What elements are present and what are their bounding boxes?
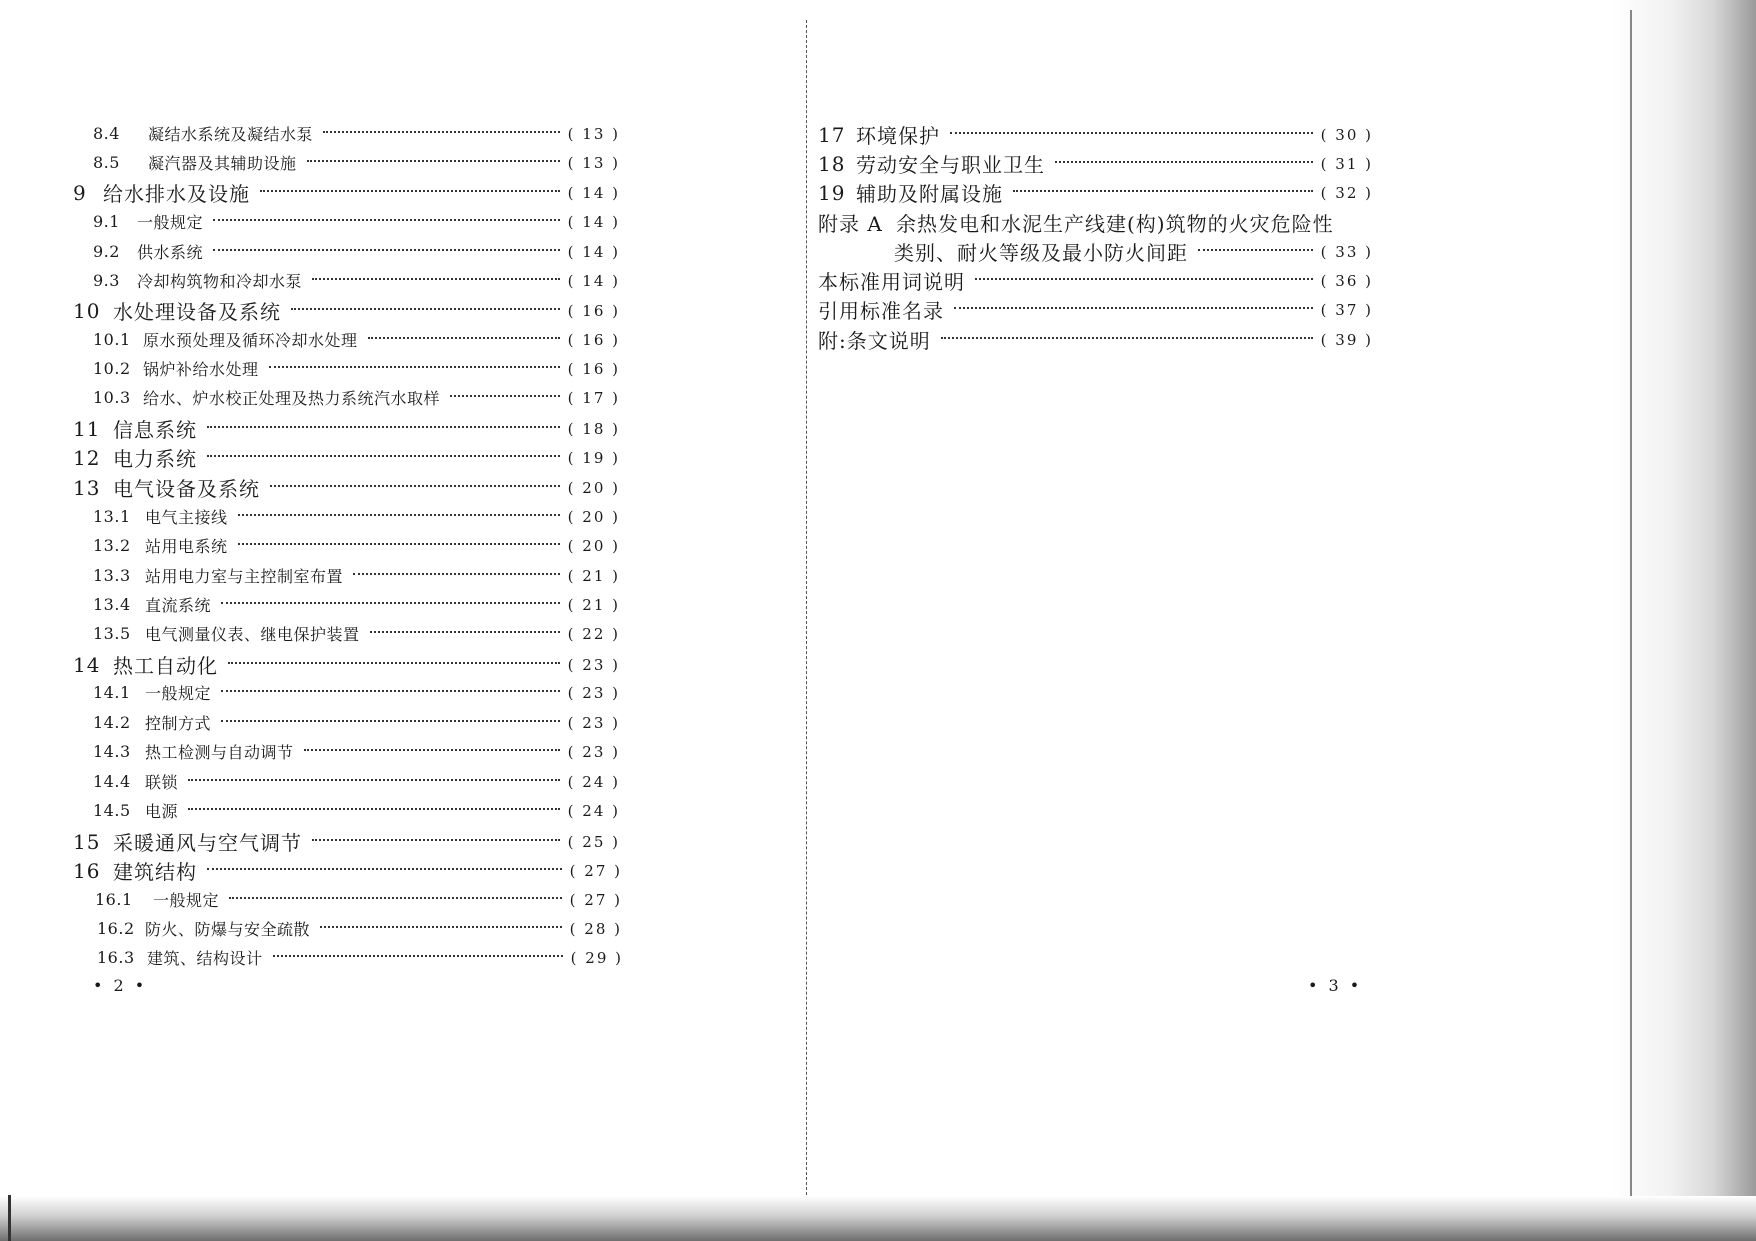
toc-number: 16 — [73, 858, 101, 883]
toc-number: 17 — [818, 122, 846, 147]
toc-entry[interactable] — [93, 681, 620, 704]
toc-title: 冷却构筑物和冷却水泵 — [137, 272, 303, 291]
toc-entry[interactable] — [818, 120, 1373, 149]
scan-bottom-shadow — [0, 1196, 1756, 1241]
toc-entry[interactable] — [93, 240, 620, 263]
toc-title: 联锁 — [145, 773, 179, 792]
toc-title: 一般规定 — [137, 213, 204, 232]
toc-entry[interactable] — [93, 622, 620, 645]
leader-dots — [304, 749, 560, 751]
toc-entry[interactable] — [818, 266, 1373, 295]
leader-dots — [1055, 161, 1313, 163]
toc-number: 10.3 — [93, 388, 131, 407]
toc-title: 建筑、结构设计 — [147, 949, 263, 968]
toc-page: ( 16 ) — [567, 359, 620, 378]
toc-entry[interactable] — [73, 473, 620, 502]
toc-page: ( 30 ) — [1320, 125, 1373, 144]
appendix-label: 附录 A — [818, 212, 883, 236]
leader-dots — [320, 926, 562, 928]
toc-title: 控制方式 — [145, 714, 212, 733]
book-spine — [806, 20, 807, 1200]
toc-page: ( 19 ) — [567, 448, 620, 467]
toc-page: ( 31 ) — [1320, 154, 1373, 173]
leader-dots — [207, 868, 562, 870]
toc-title: 采暖通风与空气调节 — [113, 831, 302, 855]
leader-dots — [228, 662, 560, 664]
toc-entry[interactable] — [93, 122, 620, 145]
toc-page: ( 14 ) — [567, 212, 620, 231]
leader-dots — [1198, 249, 1313, 251]
toc-title: 锅炉补给水处理 — [143, 360, 259, 379]
toc-title: 给水排水及设施 — [103, 182, 250, 206]
toc-page: ( 33 ) — [1320, 242, 1373, 261]
toc-entry[interactable] — [818, 325, 1373, 354]
toc-page: ( 23 ) — [567, 683, 620, 702]
toc-page: ( 23 ) — [567, 655, 620, 674]
toc-page: ( 14 ) — [567, 242, 620, 261]
toc-entry[interactable] — [818, 178, 1373, 207]
toc-number: 19 — [818, 180, 846, 205]
leader-dots — [207, 455, 560, 457]
toc-number: 9 — [73, 180, 87, 205]
toc-title: 凝结水系统及凝结水泵 — [148, 125, 314, 144]
toc-page: ( 23 ) — [567, 742, 620, 761]
leader-dots — [188, 808, 560, 810]
toc-number: 9.2 — [93, 242, 120, 261]
toc-page: ( 28 ) — [569, 919, 622, 938]
toc-page: ( 29 ) — [570, 948, 623, 967]
toc-page: ( 18 ) — [567, 419, 620, 438]
toc-page: ( 13 ) — [567, 124, 620, 143]
toc-number: 14.3 — [93, 742, 131, 761]
toc-number: 10.1 — [93, 330, 131, 349]
toc-title: 信息系统 — [113, 418, 197, 442]
leader-dots — [941, 337, 1313, 339]
toc-page: ( 16 ) — [567, 330, 620, 349]
toc-number: 10 — [73, 298, 101, 323]
leader-dots — [950, 132, 1313, 134]
leader-dots — [221, 690, 560, 692]
scan-edge-shadow — [1612, 0, 1756, 1241]
leader-dots — [1013, 190, 1313, 192]
toc-number: 16.3 — [97, 948, 135, 967]
leader-dots — [207, 426, 560, 428]
toc-entry[interactable] — [93, 593, 620, 616]
toc-entry[interactable] — [97, 917, 622, 940]
toc-entry[interactable] — [93, 269, 620, 292]
toc-number: 13.4 — [93, 595, 131, 614]
page-number: • 3 • — [1308, 976, 1363, 995]
toc-page: ( 24 ) — [567, 801, 620, 820]
toc-entry[interactable] — [93, 740, 620, 763]
toc-entry[interactable] — [93, 328, 620, 351]
toc-page: ( 24 ) — [567, 772, 620, 791]
toc-page: ( 23 ) — [567, 713, 620, 732]
toc-number: 14 — [73, 652, 101, 677]
toc-entry[interactable] — [95, 888, 622, 911]
leader-dots — [273, 955, 563, 957]
leader-dots — [238, 543, 560, 545]
leader-dots — [954, 307, 1313, 309]
toc-number: 14.2 — [93, 713, 131, 732]
leader-dots — [213, 249, 560, 251]
toc-entry[interactable] — [73, 296, 620, 325]
toc-number: 13.1 — [93, 507, 131, 526]
toc-number: 9.1 — [93, 212, 120, 231]
leader-dots — [975, 278, 1313, 280]
toc-title: 本标准用词说明 — [818, 270, 965, 294]
toc-page: ( 27 ) — [569, 861, 622, 880]
toc-title: 供水系统 — [137, 243, 204, 262]
toc-title: 水处理设备及系统 — [113, 300, 281, 324]
toc-number: 14.5 — [93, 801, 131, 820]
leader-dots — [353, 573, 560, 575]
toc-entry[interactable] — [93, 711, 620, 734]
toc-number: 11 — [73, 416, 101, 441]
toc-entry[interactable] — [73, 178, 620, 207]
toc-title: 热工检测与自动调节 — [145, 743, 294, 762]
leader-dots — [269, 366, 560, 368]
leader-dots — [370, 631, 560, 633]
toc-entry[interactable] — [93, 151, 620, 174]
toc-page: ( 20 ) — [567, 478, 620, 497]
leader-dots — [270, 485, 560, 487]
toc-page: ( 37 ) — [1320, 300, 1373, 319]
toc-entry[interactable] — [93, 564, 620, 587]
toc-title: 防火、防爆与安全疏散 — [145, 920, 311, 939]
leader-dots — [312, 839, 560, 841]
toc-title: 给水、炉水校正处理及热力系统汽水取样 — [143, 389, 441, 408]
toc-page: ( 17 ) — [567, 388, 620, 407]
toc-page: ( 14 ) — [567, 183, 620, 202]
toc-page: ( 20 ) — [567, 536, 620, 555]
toc-page: ( 14 ) — [567, 271, 620, 290]
toc-title: 环境保护 — [856, 124, 940, 148]
toc-number: 16.2 — [97, 919, 135, 938]
toc-number: 14.1 — [93, 683, 131, 702]
toc-title: 电源 — [145, 802, 179, 821]
toc-number: 15 — [73, 829, 101, 854]
appendix-a-heading[interactable] — [818, 208, 1334, 237]
toc-title: 站用电力室与主控制室布置 — [145, 567, 344, 586]
leader-dots — [213, 219, 560, 221]
appendix-title-line2: 类别、耐火等级及最小防火间距 — [894, 241, 1188, 265]
toc-number: 16.1 — [95, 890, 133, 909]
leader-dots — [221, 602, 560, 604]
toc-entry[interactable] — [93, 357, 620, 380]
toc-entry[interactable] — [818, 295, 1373, 324]
toc-number: 13 — [73, 475, 101, 500]
toc-page: ( 25 ) — [567, 832, 620, 851]
toc-page: ( 21 ) — [567, 595, 620, 614]
toc-number: 13.3 — [93, 566, 131, 585]
toc-title: 电气设备及系统 — [113, 477, 260, 501]
toc-page: ( 20 ) — [567, 507, 620, 526]
toc-entry[interactable] — [93, 770, 620, 793]
toc-page: ( 36 ) — [1320, 271, 1373, 290]
scan-corner-mark — [8, 1195, 11, 1241]
toc-number: 18 — [818, 151, 846, 176]
leader-dots — [291, 308, 560, 310]
toc-number: 12 — [73, 445, 101, 470]
toc-title: 电气主接线 — [145, 508, 228, 527]
toc-title: 热工自动化 — [113, 654, 218, 678]
toc-title: 劳动安全与职业卫生 — [856, 153, 1045, 177]
toc-page: ( 13 ) — [567, 153, 620, 172]
toc-number: 9.3 — [93, 271, 120, 290]
left-page — [0, 0, 804, 1241]
toc-number: 13.5 — [93, 624, 131, 643]
toc-entry[interactable] — [93, 799, 620, 822]
toc-page: ( 39 ) — [1320, 330, 1373, 349]
toc-number: 14.4 — [93, 772, 131, 791]
toc-title: 电力系统 — [113, 447, 197, 471]
toc-page: ( 22 ) — [567, 624, 620, 643]
toc-title: 一般规定 — [153, 891, 220, 910]
toc-page: ( 21 ) — [567, 566, 620, 585]
toc-entry[interactable] — [73, 856, 622, 885]
toc-title: 引用标准名录 — [818, 299, 944, 323]
toc-title: 附:条文说明 — [818, 329, 931, 353]
toc-title: 凝汽器及其辅助设施 — [148, 154, 297, 173]
toc-page: ( 32 ) — [1320, 183, 1373, 202]
leader-dots — [229, 897, 562, 899]
toc-title: 原水预处理及循环冷却水处理 — [143, 331, 358, 350]
toc-entry[interactable] — [97, 946, 623, 969]
scan-edge-line — [1630, 10, 1632, 1210]
leader-dots — [312, 278, 560, 280]
toc-title: 电气测量仪表、继电保护装置 — [145, 625, 360, 644]
toc-entry[interactable] — [73, 650, 620, 679]
leader-dots — [368, 337, 560, 339]
toc-title: 辅助及附属设施 — [856, 182, 1003, 206]
toc-number: 13.2 — [93, 536, 131, 555]
appendix-title-line1: 余热发电和水泥生产线建(构)筑物的火灾危险性 — [896, 212, 1334, 236]
toc-number: 10.2 — [93, 359, 131, 378]
leader-dots — [307, 160, 560, 162]
toc-entry[interactable] — [73, 443, 620, 472]
toc-page: ( 27 ) — [569, 890, 622, 909]
toc-number: 8.4 — [93, 124, 120, 143]
toc-page: ( 16 ) — [567, 301, 620, 320]
leader-dots — [260, 190, 560, 192]
toc-title: 一般规定 — [145, 684, 212, 703]
leader-dots — [323, 131, 560, 133]
leader-dots — [450, 395, 560, 397]
leader-dots — [188, 779, 560, 781]
toc-entry[interactable] — [73, 414, 620, 443]
page-number: • 2 • — [93, 976, 148, 995]
toc-title: 站用电系统 — [145, 537, 228, 556]
toc-title: 直流系统 — [145, 596, 212, 615]
toc-entry[interactable] — [93, 386, 620, 409]
toc-entry[interactable] — [93, 505, 620, 528]
toc-entry[interactable] — [93, 534, 620, 557]
toc-number: 8.5 — [93, 153, 120, 172]
leader-dots — [238, 514, 560, 516]
leader-dots — [221, 720, 560, 722]
toc-entry[interactable] — [73, 827, 620, 856]
toc-entry[interactable] — [894, 237, 1373, 266]
toc-entry[interactable] — [93, 210, 620, 233]
toc-title: 建筑结构 — [113, 860, 197, 884]
toc-entry[interactable] — [818, 149, 1373, 178]
